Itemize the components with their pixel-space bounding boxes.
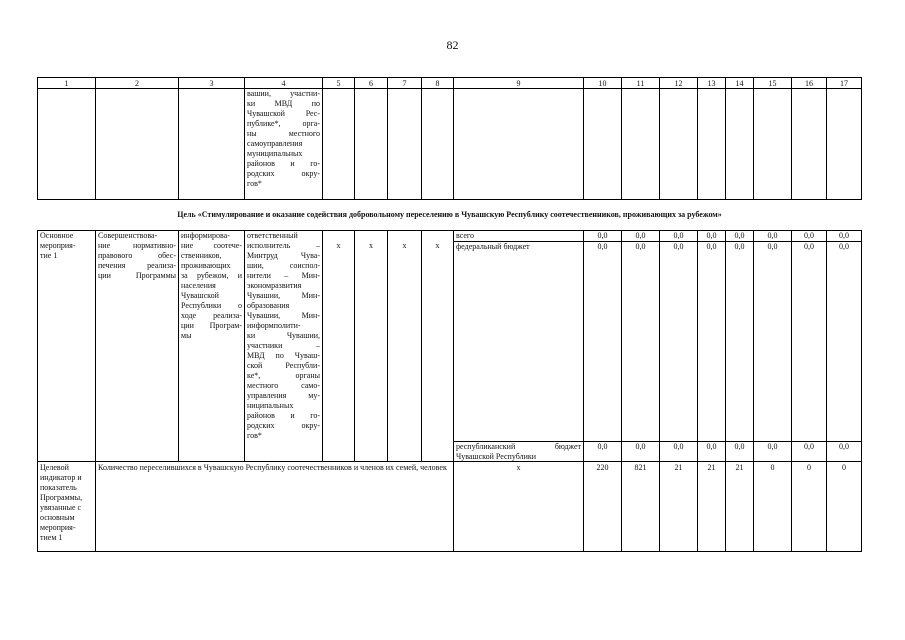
text-line: проживающих xyxy=(181,261,231,270)
source-total: всего xyxy=(454,231,584,242)
event-col4 xyxy=(245,231,323,462)
x-mark: x xyxy=(355,241,388,462)
value-cell: 0,0 xyxy=(726,231,754,242)
column-number: 5 xyxy=(323,78,355,89)
text-line: тием 1 xyxy=(40,533,63,542)
text-line: ской Республи- xyxy=(247,361,320,370)
text-line: ственников, xyxy=(181,251,222,260)
value-cell: 0,0 xyxy=(584,442,622,462)
value-cell: 0,0 xyxy=(754,231,792,242)
text-line: образования xyxy=(247,301,290,310)
column-number: 2 xyxy=(96,78,179,89)
column-number: 12 xyxy=(660,78,698,89)
value-cell: 0,0 xyxy=(698,241,726,442)
column-number: 8 xyxy=(422,78,454,89)
text-line: мероприя- xyxy=(40,523,76,532)
value-cell: 0,0 xyxy=(698,231,726,242)
value-cell: 0,0 xyxy=(792,241,827,442)
value-cell: 0,0 xyxy=(660,241,698,442)
text-line: местного само- xyxy=(247,381,320,390)
text-line: печения реализа- xyxy=(98,261,176,270)
column-number: 10 xyxy=(584,78,622,89)
column-number: 16 xyxy=(792,78,827,89)
text-line: Минтруд Чува- xyxy=(247,251,320,260)
column-number: 14 xyxy=(726,78,754,89)
indicator-col9: x xyxy=(454,462,584,552)
text-line: родских окру- xyxy=(247,169,320,178)
value-cell: 0,0 xyxy=(726,241,754,442)
value-cell: 0,0 xyxy=(584,231,622,242)
text-line: населения xyxy=(181,281,216,290)
header-number-row xyxy=(38,78,862,89)
text-line: вашии, участни- xyxy=(247,89,320,98)
text-line: информирова- xyxy=(181,231,230,240)
text-line: Чувашии, Мин- xyxy=(247,291,320,300)
text-line: информполити- xyxy=(247,321,301,330)
text-line: ции Програм- xyxy=(181,321,242,330)
column-number: 13 xyxy=(698,78,726,89)
text-line: экономразвития xyxy=(247,281,302,290)
x-mark: x xyxy=(323,241,355,462)
value-cell: 0 xyxy=(792,462,827,552)
value-cell: 0,0 xyxy=(622,442,660,462)
indicator-row xyxy=(38,462,862,552)
text-line: районов и го- xyxy=(247,159,320,168)
value-cell: 0,0 xyxy=(827,231,862,242)
text-line: участники – xyxy=(247,341,320,350)
text-line: Чувашской xyxy=(181,291,219,300)
continuation-row xyxy=(38,89,862,200)
value-cell: 0,0 xyxy=(792,442,827,462)
text-line: индикатор и xyxy=(40,473,82,482)
text-line: основным xyxy=(40,513,75,522)
column-number: 15 xyxy=(754,78,792,89)
value-cell: 0 xyxy=(754,462,792,552)
value-cell: 0,0 xyxy=(698,442,726,462)
text-line: ции Программы xyxy=(98,271,176,280)
text-line: муниципальных xyxy=(247,149,303,158)
event-col3 xyxy=(179,231,245,462)
text-line: тие 1 xyxy=(40,251,58,260)
event-row-total xyxy=(38,231,862,242)
value-cell: 0,0 xyxy=(584,241,622,442)
text-line: гов* xyxy=(247,179,262,188)
event-col2 xyxy=(96,231,179,462)
text-line: исполнитель – xyxy=(247,241,320,250)
value-cell: 21 xyxy=(660,462,698,552)
text-line: мы xyxy=(181,331,192,340)
value-cell: 21 xyxy=(726,462,754,552)
text-line: мероприя- xyxy=(40,241,76,250)
value-cell: 821 xyxy=(622,462,660,552)
column-number: 6 xyxy=(355,78,388,89)
value-cell: 21 xyxy=(698,462,726,552)
value-cell: 0,0 xyxy=(827,241,862,442)
text-line: родских окру- xyxy=(247,421,320,430)
text-line: ны местного xyxy=(247,129,320,138)
goal-row xyxy=(38,200,862,231)
text-line: ние соотече- xyxy=(181,241,242,250)
value-cell: 0 xyxy=(827,462,862,552)
indicator-label xyxy=(38,462,96,552)
text-line: гов* xyxy=(247,431,262,440)
text-line: ки МВД по xyxy=(247,99,320,108)
value-cell: 0,0 xyxy=(622,231,660,242)
value-cell: 0,0 xyxy=(754,442,792,462)
text-line: МВД по Чуваш- xyxy=(247,351,320,360)
continuation-col4 xyxy=(245,89,323,200)
text-line: районов и го- xyxy=(247,411,320,420)
text-line: показатель xyxy=(40,483,77,492)
text-line: ответственный xyxy=(247,231,298,240)
text-line: увязанные с xyxy=(40,503,82,512)
column-number: 9 xyxy=(454,78,584,89)
value-cell: 220 xyxy=(584,462,622,552)
column-number: 17 xyxy=(827,78,862,89)
text-line: Основное xyxy=(40,231,74,240)
text-line: публике*, орга- xyxy=(247,119,320,128)
x-mark: x xyxy=(422,241,454,462)
text-line: нители – Мин- xyxy=(247,271,320,280)
text-line: ки Чувашии, xyxy=(247,331,320,340)
text-line: ке*, органы xyxy=(247,371,320,380)
value-cell: 0,0 xyxy=(827,442,862,462)
page-number: 82 xyxy=(446,38,459,52)
text-line: шии, соиспол- xyxy=(247,261,320,270)
event-col1 xyxy=(38,231,96,462)
value-cell: 0,0 xyxy=(726,442,754,462)
text-line: ходе реализа- xyxy=(181,311,242,320)
text-line: Чувашии, Мин- xyxy=(247,311,320,320)
text-line: за рубежом, и xyxy=(181,271,242,280)
column-number: 4 xyxy=(245,78,323,89)
text-line: Целевой xyxy=(40,463,69,472)
source-republic: республиканский бюджет Чувашской Республики xyxy=(454,442,584,462)
text-line: Совершенствова- xyxy=(98,231,158,240)
column-number: 1 xyxy=(38,78,96,89)
text-line: самоуправления xyxy=(247,139,303,148)
value-cell: 0,0 xyxy=(792,231,827,242)
source-federal: федеральный бюджет xyxy=(454,241,584,442)
indicator-text: Количество переселившихся в Чувашскую Республику соотечественников и членов их семей, человек xyxy=(96,462,454,552)
column-number: 3 xyxy=(179,78,245,89)
value-cell: 0,0 xyxy=(660,231,698,242)
text-line: Программы, xyxy=(40,493,83,502)
text-line: Чувашской Рес- xyxy=(247,109,320,118)
value-cell: 0,0 xyxy=(660,442,698,462)
value-cell: 0,0 xyxy=(622,241,660,442)
value-cell: 0,0 xyxy=(754,241,792,442)
text-line: управления му- xyxy=(247,391,320,400)
text-line: правового обес- xyxy=(98,251,176,260)
text-line: Республики о xyxy=(181,301,242,310)
column-number: 11 xyxy=(622,78,660,89)
text-line: ние нормативно- xyxy=(98,241,176,250)
text-line: ниципальных xyxy=(247,401,294,410)
program-table xyxy=(37,77,862,552)
goal-text: Цель «Стимулирование и оказание содействия добровольному переселению в Чувашскую Республику соотечественников, проживающих за рубежом» xyxy=(38,200,862,231)
x-mark: x xyxy=(388,241,422,462)
column-number: 7 xyxy=(388,78,422,89)
